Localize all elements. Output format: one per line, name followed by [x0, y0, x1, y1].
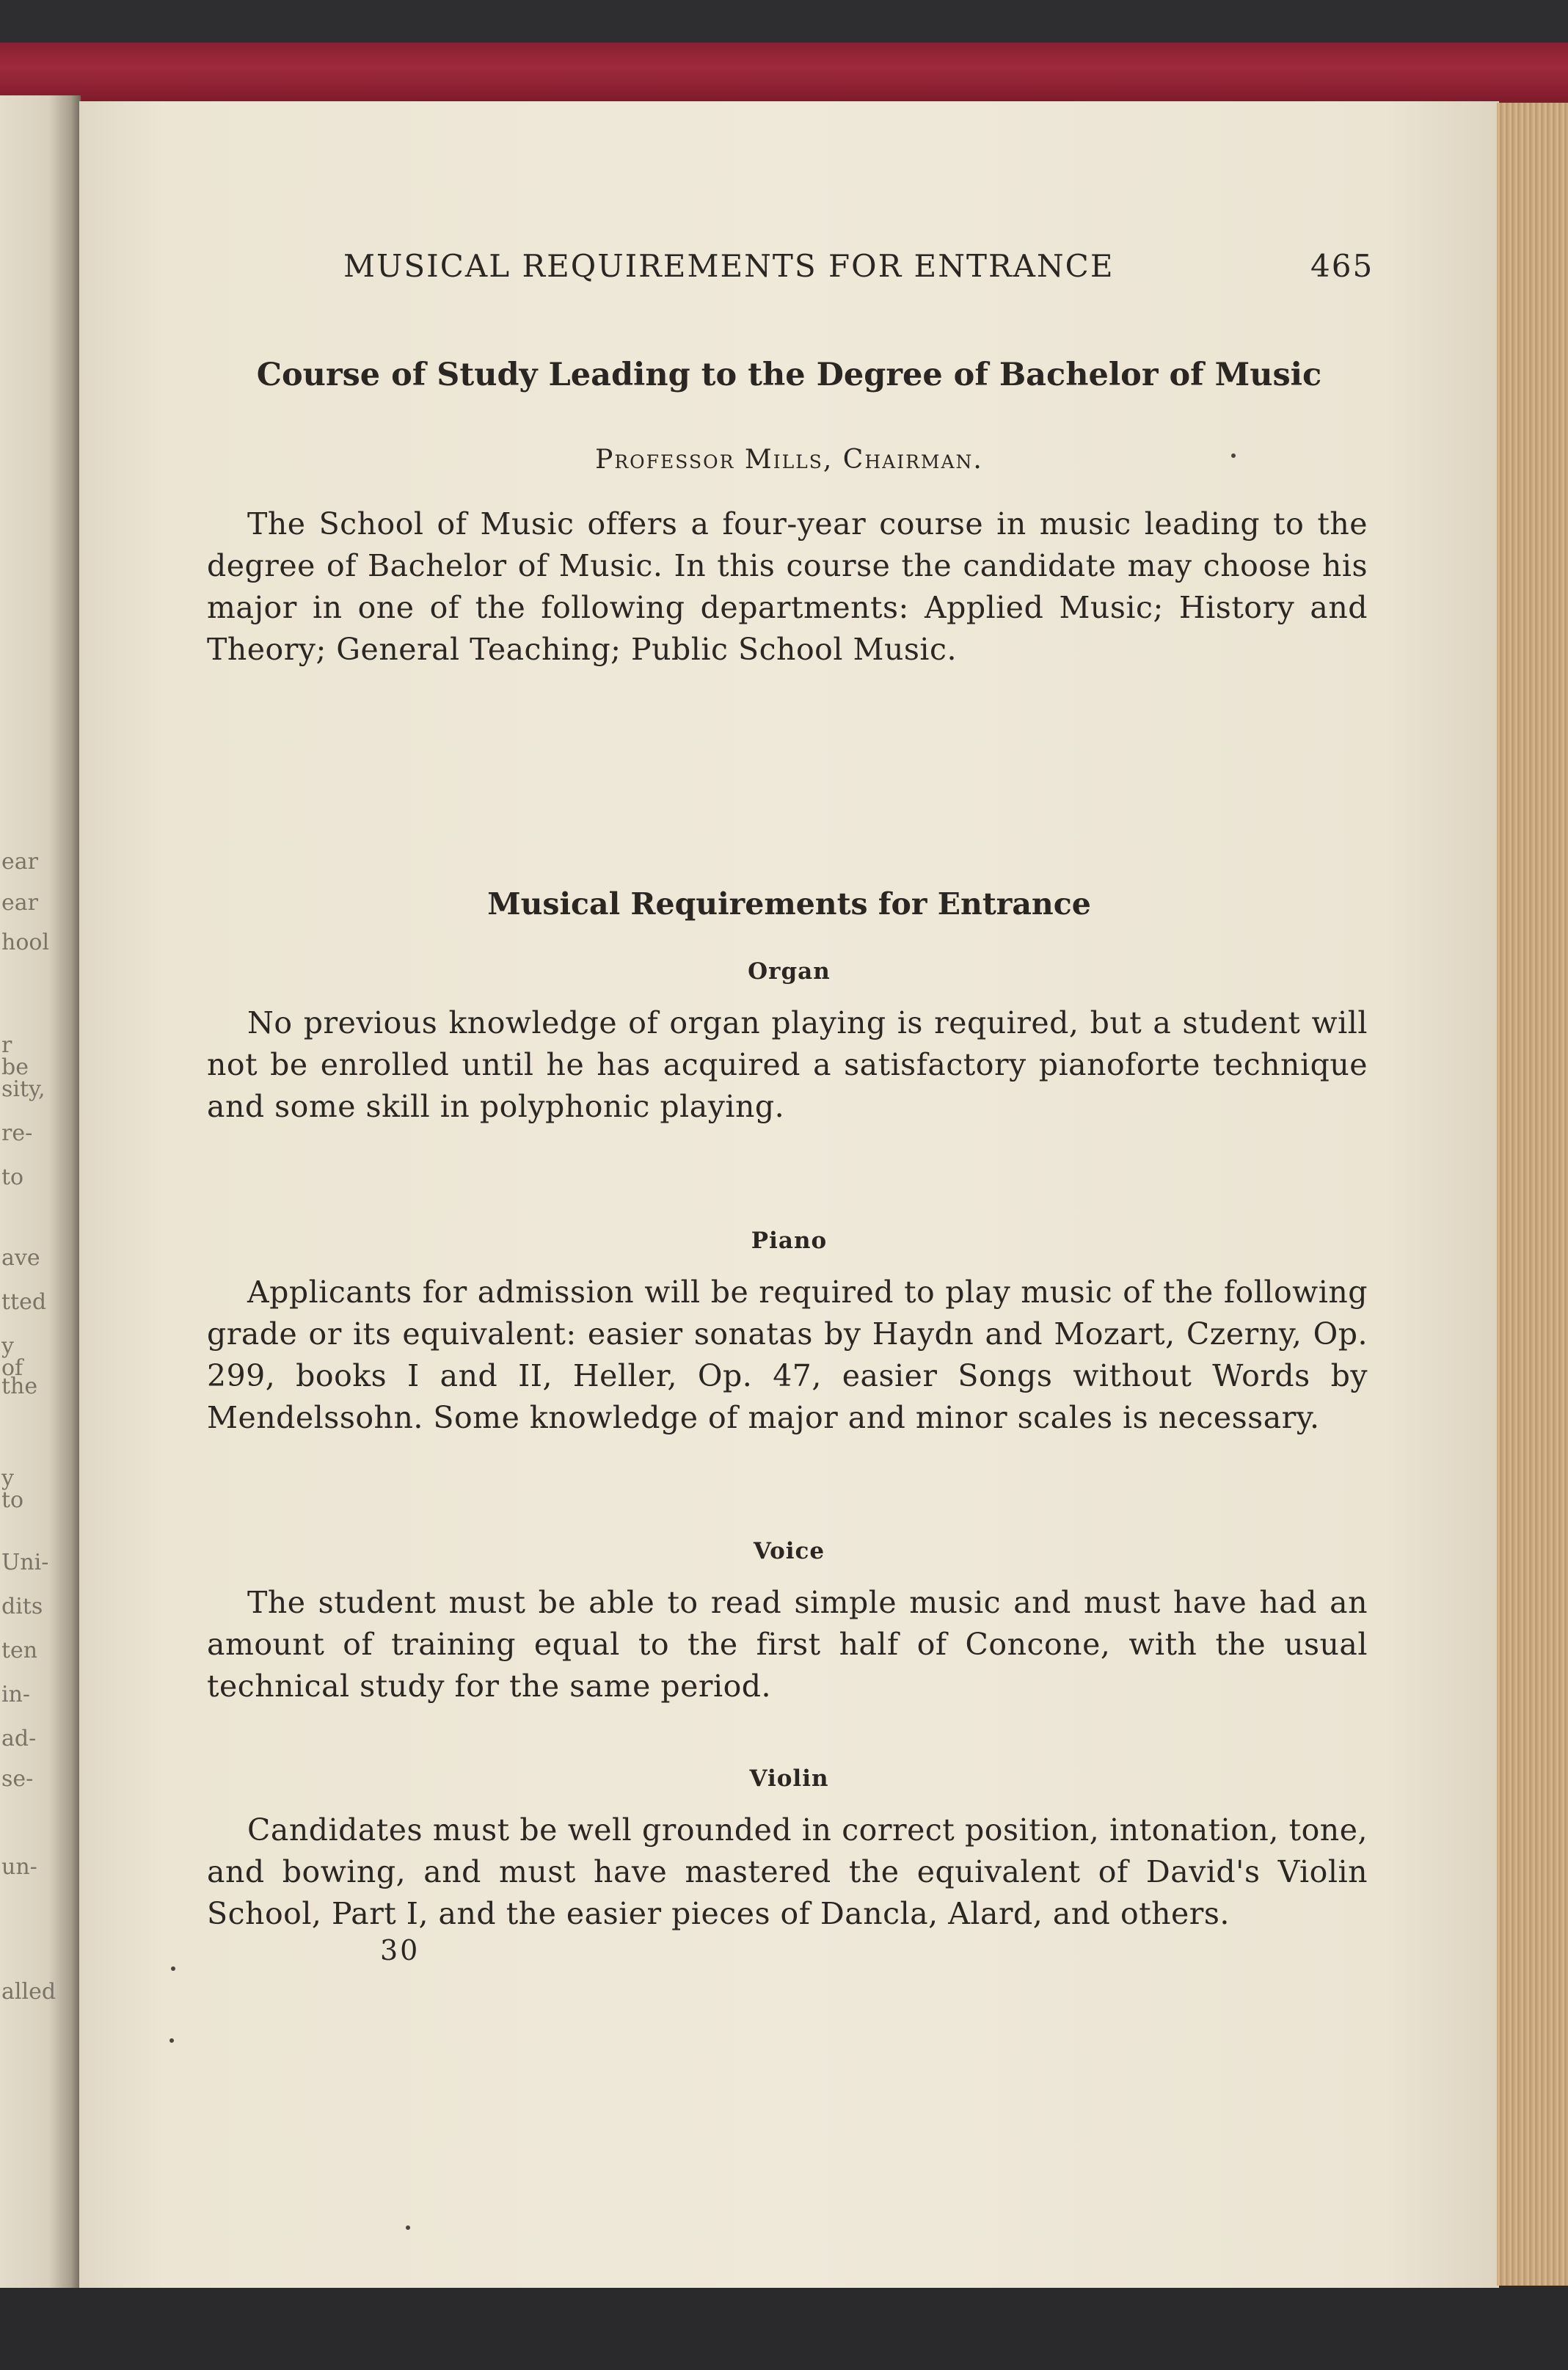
fragment: Uni- — [1, 1550, 49, 1575]
fragment: re- — [1, 1120, 33, 1146]
ink-speck — [406, 2225, 410, 2230]
fragment: dits — [1, 1594, 43, 1619]
page-number: 465 — [1310, 248, 1374, 284]
section-heading: Musical Requirements for Entrance — [487, 886, 1091, 922]
fragment: sity, — [1, 1076, 45, 1102]
signature-mark: 30 — [380, 1934, 420, 1966]
page-content — [79, 101, 1499, 2288]
intro-paragraph: The School of Music offers a four-year course in music leading to the degree of Bachelor of Music. In this course the candidate may choose his major in one of the following departments: Applied Music; History and Theory; General Teaching; Public School Music. — [207, 506, 1368, 667]
fragment: ad- — [1, 1726, 37, 1751]
organ-heading: Organ — [748, 958, 831, 985]
scan-frame-bottom — [0, 2288, 1568, 2370]
running-header-title: MUSICAL REQUIREMENTS FOR ENTRANCE — [343, 248, 1115, 284]
piano-heading: Piano — [751, 1228, 828, 1254]
left-page-margin — [0, 95, 81, 2289]
scan-frame-top — [0, 0, 1568, 44]
course-title: Course of Study Leading to the Degree of Bachelor of Music — [256, 357, 1322, 393]
fragment: ave — [1, 1245, 40, 1271]
fragment: to — [1, 1164, 24, 1190]
fragment: r be — [1, 1032, 29, 1080]
fragment: y to — [1, 1465, 24, 1513]
violin-heading: Violin — [749, 1765, 829, 1792]
voice-paragraph: The student must be able to read simple music and must have had an amount of training equal to the first half of Concone, with the usual technical study for the same period. — [207, 1585, 1368, 1704]
fragment: the — [1, 1374, 38, 1399]
fragment: y of — [1, 1333, 23, 1381]
page-block-edges — [1497, 103, 1568, 2286]
professor-line: Professor Mills, Chairman. — [595, 445, 983, 475]
fragment: un- — [1, 1854, 37, 1880]
ink-speck — [1231, 453, 1236, 458]
organ-paragraph: No previous knowledge of organ playing is required, but a student will not be enrolled until he has acquired a satisfactory pianoforte technique and some skill in polyphonic playing. — [207, 1005, 1368, 1124]
book-page — [79, 101, 1499, 2288]
fragment: ear — [1, 849, 38, 875]
book-binding-strip — [0, 43, 1568, 104]
fragment: in- — [1, 1682, 31, 1707]
fragment: ear — [1, 890, 38, 916]
fragment: se- — [1, 1766, 34, 1792]
violin-paragraph: Candidates must be well grounded in correct position, intonation, tone, and bowing, and must have mastered the equivalent of David's Violin School, Part I, and the easier pieces of Dancla, Alard, and others. — [207, 1812, 1368, 1931]
fragment: ten — [1, 1638, 38, 1663]
ink-speck — [169, 2038, 174, 2043]
fragment: hool — [1, 930, 50, 955]
ink-speck — [171, 1966, 175, 1971]
voice-heading: Voice — [753, 1538, 825, 1564]
piano-paragraph: Applicants for admission will be required to play music of the following grade or its equivalent: easier sonatas by Haydn and Mozart, Czerny, Op. 299, books I and II, Heller, Op. 47, easier Songs without Words by Mendelssohn. Some knowledge of major and minor scales is necessary. — [207, 1275, 1368, 1435]
fragment: alled — [1, 1979, 56, 2005]
fragment: tted — [1, 1289, 47, 1315]
